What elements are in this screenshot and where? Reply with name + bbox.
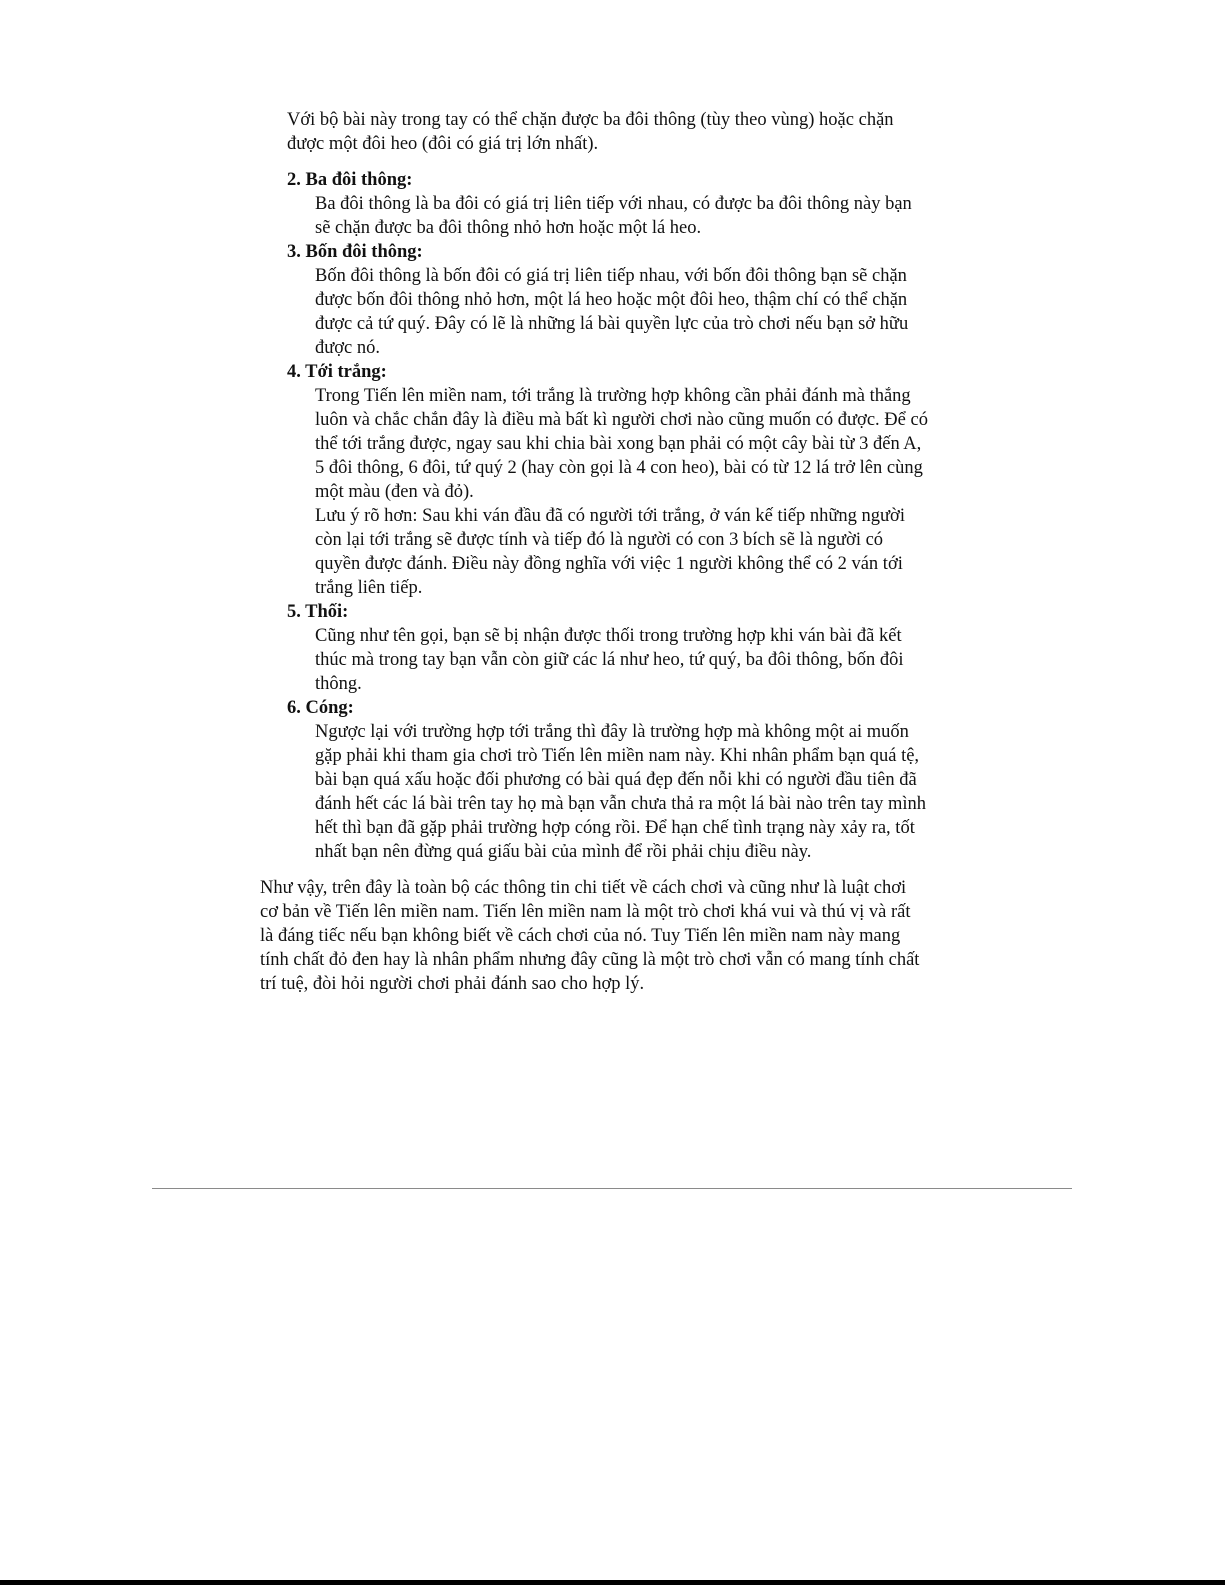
item-heading-bon-doi-thong: 3. Bốn đôi thông:	[287, 242, 423, 262]
item-body-line: được nó.	[315, 338, 381, 358]
intro-line: Với bộ bài này trong tay có thể chặn được ba đôi thông (tùy theo vùng) hoặc chặn	[287, 110, 894, 130]
item-body-line: gặp phải khi tham gia chơi trò Tiến lên miền nam này. Khi nhân phẩm bạn quá tệ,	[315, 746, 920, 766]
item-body-line: còn lại tới trắng sẽ được tính và tiếp đó là người có con 3 bích sẽ là người có	[315, 530, 884, 550]
item-body-line: thể tới trắng được, ngay sau khi chia bài xong bạn phải có một cây bài từ 3 đến A,	[315, 434, 922, 454]
item-body-line: Trong Tiến lên miền nam, tới trắng là trường hợp không cần phải đánh mà thắng	[315, 386, 911, 406]
item-body-line: Ngược lại với trường hợp tới trắng thì đây là trường hợp mà không một ai muốn	[315, 722, 909, 742]
item-body-line: Ba đôi thông là ba đôi có giá trị liên tiếp với nhau, có được ba đôi thông này bạn	[315, 194, 912, 214]
closing-line: là đáng tiếc nếu bạn không biết về cách chơi của nó. Tuy Tiến lên miền nam này mang	[260, 926, 901, 946]
closing-line: tính chất đỏ đen hay là nhân phẩm nhưng đây cũng là một trò chơi vẫn có mang tính chất	[260, 950, 920, 970]
item-body-line: 5 đôi thông, 6 đôi, tứ quý 2 (hay còn gọi là 4 con heo), bài có từ 12 lá trở lên cùng	[315, 458, 923, 478]
item-heading-cong: 6. Cóng:	[287, 698, 354, 718]
item-body-line: quyền được đánh. Điều này đồng nghĩa với việc 1 người không thể có 2 ván tới	[315, 554, 903, 574]
page-bottom-edge	[0, 1580, 1225, 1585]
item-body-line: được cả tứ quý. Đây có lẽ là những lá bài quyền lực của trò chơi nếu bạn sở hữu	[315, 314, 909, 334]
closing-line: Như vậy, trên đây là toàn bộ các thông tin chi tiết về cách chơi và cũng như là luật chơi	[260, 878, 907, 898]
item-body-line: sẽ chặn được ba đôi thông nhỏ hơn hoặc một lá heo.	[315, 218, 702, 238]
item-body-line: thông.	[315, 674, 362, 694]
item-body-line: luôn và chắc chắn đây là điều mà bất kì người chơi nào cũng muốn có được. Để có	[315, 410, 928, 430]
item-body-line: Lưu ý rõ hơn: Sau khi ván đầu đã có người tới trắng, ở ván kế tiếp những người	[315, 506, 905, 526]
item-body-line: đánh hết các lá bài trên tay họ mà bạn vẫn chưa thả ra một lá bài nào trên tay mình	[315, 794, 927, 814]
item-body-line: thúc mà trong tay bạn vẫn còn giữ các lá như heo, tứ quý, ba đôi thông, bốn đôi	[315, 650, 904, 670]
item-body-line: bài bạn quá xấu hoặc đối phương có bài quá đẹp đến nỗi khi có người đầu tiên đã	[315, 770, 917, 790]
footer-divider	[152, 1188, 1072, 1189]
item-body-line: Cũng như tên gọi, bạn sẽ bị nhận được thối trong trường hợp khi ván bài đã kết	[315, 626, 902, 646]
item-body-line: trắng liên tiếp.	[315, 578, 423, 598]
item-body-line: được bốn đôi thông nhỏ hơn, một lá heo hoặc một đôi heo, thậm chí có thể chặn	[315, 290, 908, 310]
item-body-line: nhất bạn nên đừng quá giấu bài của mình để rồi phải chịu điều này.	[315, 842, 812, 862]
item-heading-ba-doi-thong: 2. Ba đôi thông:	[287, 170, 413, 190]
closing-line: cơ bản về Tiến lên miền nam. Tiến lên miền nam là một trò chơi khá vui và thú vị và rất	[260, 902, 911, 922]
item-body-line: Bốn đôi thông là bốn đôi có giá trị liên tiếp nhau, với bốn đôi thông bạn sẽ chặn	[315, 266, 907, 286]
intro-line: được một đôi heo (đôi có giá trị lớn nhất).	[287, 134, 599, 154]
item-body-line: một màu (đen và đỏ).	[315, 482, 474, 502]
item-body-line: hết thì bạn đã gặp phải trường hợp cóng rồi. Để hạn chế tình trạng này xảy ra, tốt	[315, 818, 915, 838]
item-heading-thoi: 5. Thối:	[287, 602, 349, 622]
item-heading-toi-trang: 4. Tới trắng:	[287, 362, 387, 382]
closing-line: trí tuệ, đòi hỏi người chơi phải đánh sao cho hợp lý.	[260, 974, 645, 994]
